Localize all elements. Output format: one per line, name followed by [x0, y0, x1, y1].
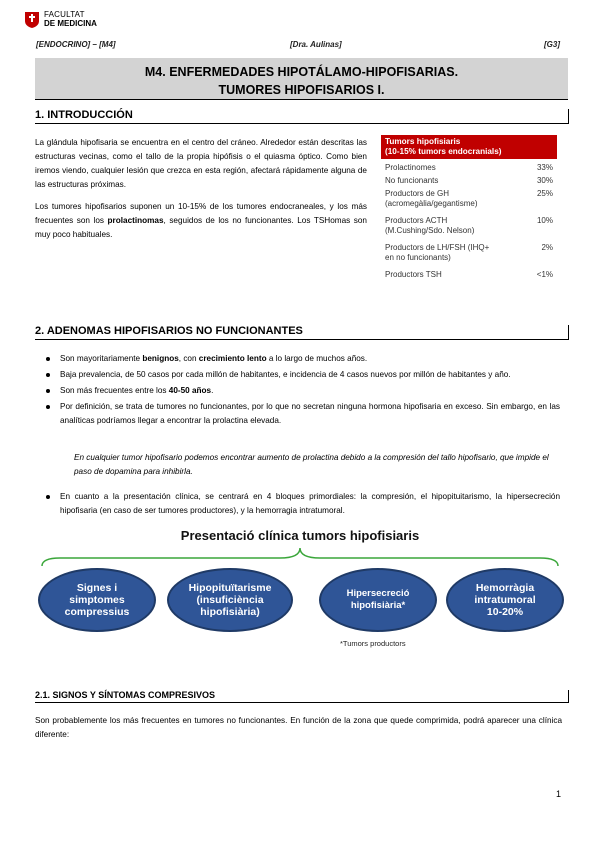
oval-label: Signes i simptomes compressius: [64, 582, 130, 618]
table-cell-value: 25%: [536, 189, 553, 198]
faculty-logo-text: [44, 10, 97, 28]
running-header-center: [Dra. Aulinas]: [290, 40, 342, 49]
table-cell-name: No funcionants: [385, 176, 439, 185]
table-cell-value: 30%: [536, 176, 553, 185]
logo-line1: FACULTAT: [44, 10, 85, 19]
table-row: [381, 269, 557, 282]
logo-line2: DE MEDICINA: [44, 19, 97, 28]
signos-paragraph: Son probablemente los más frecuentes en tumores no funcionantes. En función de la zona que quede comprimida, podrá aparecer una clínica diferente:: [35, 716, 562, 739]
diagram-title: Presentació clínica tumors hipofisiaris: [180, 528, 420, 543]
table-row: [381, 162, 557, 175]
bullet1-bold-crecimiento: crecimiento lento: [198, 354, 267, 363]
section-heading-introduccion: 1. INTRODUCCIÓN: [35, 109, 569, 124]
running-header-right: [G3]: [544, 40, 560, 49]
section-heading-signos: 2.1. SIGNOS Y SÍNTOMAS COMPRESIVOS: [35, 690, 569, 703]
title-line2: TUMORES HIPOFISARIOS I.: [218, 83, 385, 97]
table-cell-value: <1%: [536, 270, 553, 279]
bullet-icon: [46, 373, 50, 377]
intro-paragraph-1: La glándula hipofisaria se encuentra en el centro del cráneo. Alrededor están descritas las estructuras vecinas, como el tallo de la propia hipófisis o el quiasma óptico. Como bien iremos viendo, cualquier lesión que crezca en esta región, afectará rápidamente alguna de las estructuras próximas.: [35, 138, 367, 189]
list-item: [60, 490, 560, 518]
document-title: [35, 58, 568, 100]
bullet1-text-a: Son mayoritariamente: [60, 354, 143, 363]
faculty-logo-icon: [25, 12, 39, 28]
bullet3-text-c: .: [211, 386, 214, 395]
table-cell-name: Productors de GH (acromegàlia/gegantisme): [385, 189, 478, 208]
table-cell-name: Productors TSH: [385, 270, 442, 279]
table-cell-value: 10%: [536, 216, 553, 225]
tumor-frequency-table: [381, 135, 557, 282]
intro-p2-text-a: Los tumores hipofisarios suponen un 10-15% de los tumores endocraneales, y los más frecuentes son los: [35, 202, 367, 225]
intro-p2-bold: prolactinomas: [107, 216, 164, 225]
list-item: [60, 384, 560, 398]
table-row: [381, 242, 557, 265]
bullet2-text: Baja prevalencia, de 50 casos por cada millón de habitantes, e incidencia de 4 casos nuevos por millón de habitantes y año.: [60, 370, 511, 379]
oval-hemorragia: [446, 568, 564, 632]
title-line1: M4. ENFERMEDADES HIPOTÁLAMO-HIPOFISARIAS.: [144, 65, 459, 79]
oval-label: Hipersecreció hipofisiària*: [346, 588, 410, 611]
list-item: [60, 400, 560, 428]
italic-note: En cualquier tumor hipofisario podemos encontrar aumento de prolactina debido a la compresión del tallo hipofisario, que impide el paso de dopamina para inhibirla.: [74, 453, 549, 476]
bullet-list-presentation: [60, 490, 560, 520]
list-item: [60, 368, 560, 382]
bullet-icon: [46, 357, 50, 361]
bullet1-text-e: a lo largo de muchos años.: [266, 354, 368, 363]
table-cell-name: Prolactinomes: [385, 163, 436, 172]
bullet3-bold-age: 40-50 años: [168, 386, 212, 395]
table-cell-value: 33%: [536, 163, 553, 172]
bullet-icon: [46, 405, 50, 409]
list-item: [60, 352, 560, 366]
intro-p2-text-c: , seguidos de los no funcionantes. Los TSHomas son muy poco habituales.: [35, 216, 367, 239]
table-cell-name: Productors ACTH (M.Cushing/Sdo. Nelson): [385, 216, 475, 235]
bullet3-text-a: Son más frecuentes entre los: [60, 386, 169, 395]
page-number: 1: [556, 789, 562, 799]
table-header-line1: Tumors hipofisiaris: [385, 137, 461, 146]
bullet1-text-c: , con: [178, 354, 199, 363]
table-cell-value: 2%: [541, 243, 553, 252]
oval-label: Hipopituïtarisme (insuficiència hipofisiària): [188, 582, 272, 618]
intro-paragraph-2: [35, 200, 367, 242]
bullet-list-adenomas: [60, 352, 560, 430]
running-header-left: [ENDOCRINO] – [M4]: [36, 40, 116, 49]
table-cell-name: Productors de LH/FSH (IHQ+ en no funcionants): [385, 243, 490, 262]
bullet4-text: Por definición, se trata de tumores no funcionantes, por lo que no secretan ninguna hormona hipofisaria en exceso. Sin embargo, en las analíticas podríamos llegar a encontrar la prolactina elevada.: [60, 402, 560, 425]
oval-label: Hemorràgia intratumoral 10-20%: [474, 582, 536, 618]
table-header-line2: (10-15% tumors endocranials): [385, 147, 502, 156]
bullet5-text: En cuanto a la presentación clínica, se centrará en 4 bloques primordiales: la compresión, el hipopituitarismo, la hipersecreción hipofisaria (en caso de ser tumores productores), y la hemorragia intratumoral.: [60, 492, 560, 515]
oval-hipersecrecio: [319, 568, 437, 632]
oval-signes-compressius: [38, 568, 156, 632]
oval-hipopituitarisme: [167, 568, 293, 632]
table-header: [381, 135, 557, 159]
bullet-icon: [46, 495, 50, 499]
table-row: [381, 188, 557, 211]
bullet1-bold-benignos: benignos: [142, 354, 179, 363]
table-row: [381, 215, 557, 238]
diagram-brace: [40, 544, 560, 568]
section-heading-adenomas: 2. ADENOMAS HIPOFISARIOS NO FUNCIONANTES: [35, 325, 569, 340]
diagram-footnote: *Tumors productors: [340, 639, 406, 648]
table-row: [381, 175, 557, 188]
bullet-icon: [46, 389, 50, 393]
